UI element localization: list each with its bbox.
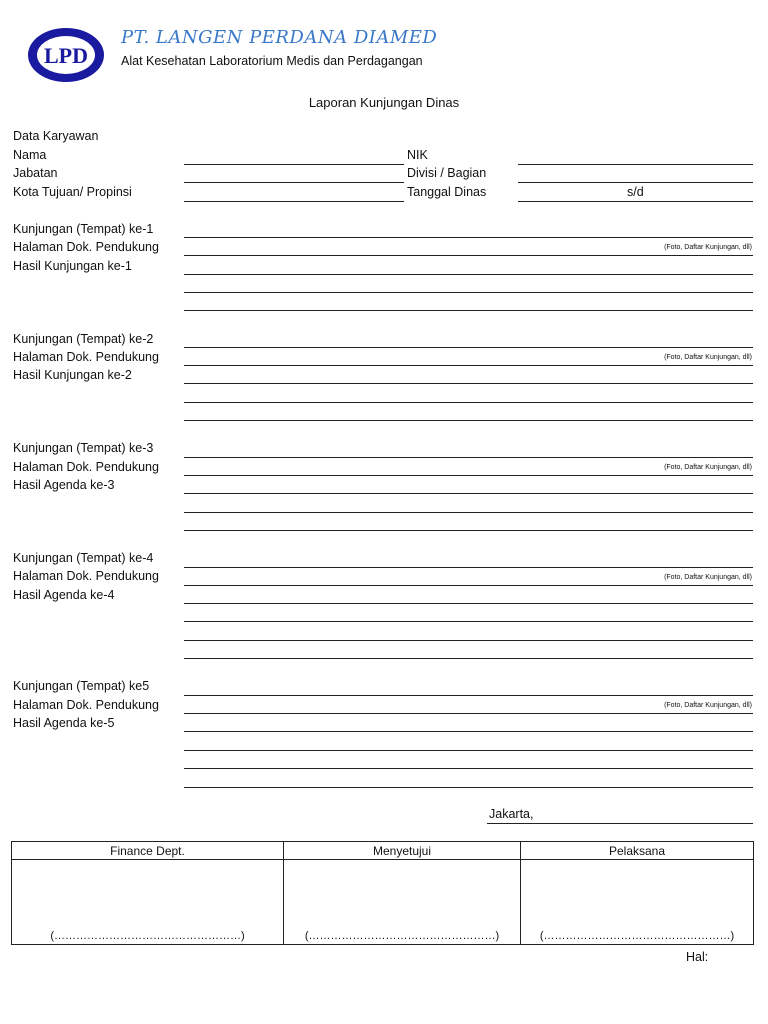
executor-header: Pelaksana: [521, 842, 754, 860]
signature-name-blank: (……………………………………………): [50, 930, 245, 942]
visit-result-field[interactable]: [184, 787, 753, 788]
visit-docs-label: Halaman Dok. Pendukung: [13, 460, 159, 474]
date-range-separator: s/d: [627, 185, 644, 199]
company-name: PT. LANGEN PERDANA DIAMED: [121, 27, 438, 48]
visit-result-field[interactable]: [184, 658, 753, 659]
visit-place-label: Kunjungan (Tempat) ke-1: [13, 222, 154, 236]
visit-result-field[interactable]: [184, 640, 753, 641]
visit-place-label: Kunjungan (Tempat) ke-2: [13, 332, 154, 346]
signature-name-blank: (……………………………………………): [304, 930, 500, 942]
approver-header: Menyetujui: [284, 842, 521, 860]
docs-note: (Foto, Daftar Kunjungan, dll): [664, 464, 752, 471]
visit-place-field[interactable]: [184, 347, 753, 348]
finance-header: Finance Dept.: [12, 842, 284, 860]
name-field[interactable]: [184, 164, 404, 165]
position-field[interactable]: [184, 182, 404, 183]
visit-result-field[interactable]: [184, 402, 753, 403]
visit-docs-field[interactable]: [184, 365, 753, 366]
visit-docs-label: Halaman Dok. Pendukung: [13, 240, 159, 254]
document-title: Laporan Kunjungan Dinas: [308, 95, 460, 110]
docs-note: (Foto, Daftar Kunjungan, dll): [664, 574, 752, 581]
nik-label: NIK: [407, 148, 428, 162]
visit-result-field[interactable]: [184, 420, 753, 421]
docs-note: (Foto, Daftar Kunjungan, dll): [664, 702, 752, 709]
company-logo: [27, 27, 105, 83]
visit-place-field[interactable]: [184, 567, 753, 568]
trip-date-label: Tanggal Dinas: [407, 185, 487, 199]
visit-result-label: Hasil Kunjungan ke-1: [13, 259, 132, 273]
approver-signature-box[interactable]: [284, 860, 521, 945]
visit-result-field[interactable]: [184, 383, 753, 384]
signature-table: [11, 841, 754, 945]
visit-result-field[interactable]: [184, 274, 753, 275]
date-field[interactable]: [487, 823, 753, 824]
visit-place-field[interactable]: [184, 695, 753, 696]
visit-docs-field[interactable]: [184, 475, 753, 476]
docs-note: (Foto, Daftar Kunjungan, dll): [664, 354, 752, 361]
place-date-label: Jakarta,: [489, 807, 534, 821]
visit-result-field[interactable]: [184, 292, 753, 293]
finance-signature-box[interactable]: [12, 860, 284, 945]
visit-result-field[interactable]: [184, 621, 753, 622]
visit-result-label: Hasil Agenda ke-4: [13, 588, 115, 602]
visit-docs-field[interactable]: [184, 255, 753, 256]
destination-field[interactable]: [184, 201, 404, 202]
employee-section-label: Data Karyawan: [13, 129, 99, 143]
trip-date-field[interactable]: [518, 201, 753, 202]
name-label: Nama: [13, 148, 47, 162]
visit-place-field[interactable]: [184, 457, 753, 458]
visit-result-label: Hasil Kunjungan ke-2: [13, 368, 132, 382]
visit-result-field[interactable]: [184, 768, 753, 769]
visit-place-label: Kunjungan (Tempat) ke-3: [13, 441, 154, 455]
nik-field[interactable]: [518, 164, 753, 165]
visit-result-field[interactable]: [184, 310, 753, 311]
signature-name-blank: (……………………………………………): [539, 930, 735, 942]
visit-result-field[interactable]: [184, 493, 753, 494]
visit-place-label: Kunjungan (Tempat) ke5: [13, 679, 150, 693]
visit-result-field[interactable]: [184, 731, 753, 732]
visit-place-field[interactable]: [184, 237, 753, 238]
visit-docs-field[interactable]: [184, 585, 753, 586]
visit-docs-field[interactable]: [184, 713, 753, 714]
docs-note: (Foto, Daftar Kunjungan, dll): [664, 244, 752, 251]
visit-result-field[interactable]: [184, 750, 753, 751]
division-field[interactable]: [518, 182, 753, 183]
visit-result-label: Hasil Agenda ke-3: [13, 478, 115, 492]
executor-signature-box[interactable]: [521, 860, 754, 945]
visit-place-label: Kunjungan (Tempat) ke-4: [13, 551, 154, 565]
visit-docs-label: Halaman Dok. Pendukung: [13, 350, 159, 364]
visit-docs-label: Halaman Dok. Pendukung: [13, 698, 159, 712]
destination-label: Kota Tujuan/ Propinsi: [13, 185, 132, 199]
visit-docs-label: Halaman Dok. Pendukung: [13, 569, 159, 583]
visit-result-field[interactable]: [184, 512, 753, 513]
visit-result-field[interactable]: [184, 603, 753, 604]
logo-text: LPD: [44, 43, 88, 68]
visit-result-field[interactable]: [184, 530, 753, 531]
company-tagline: Alat Kesehatan Laboratorium Medis dan Perdagangan: [121, 54, 423, 68]
visit-result-label: Hasil Agenda ke-5: [13, 716, 115, 730]
page-number-label: Hal:: [686, 950, 709, 964]
division-label: Divisi / Bagian: [407, 166, 487, 180]
position-label: Jabatan: [13, 166, 58, 180]
